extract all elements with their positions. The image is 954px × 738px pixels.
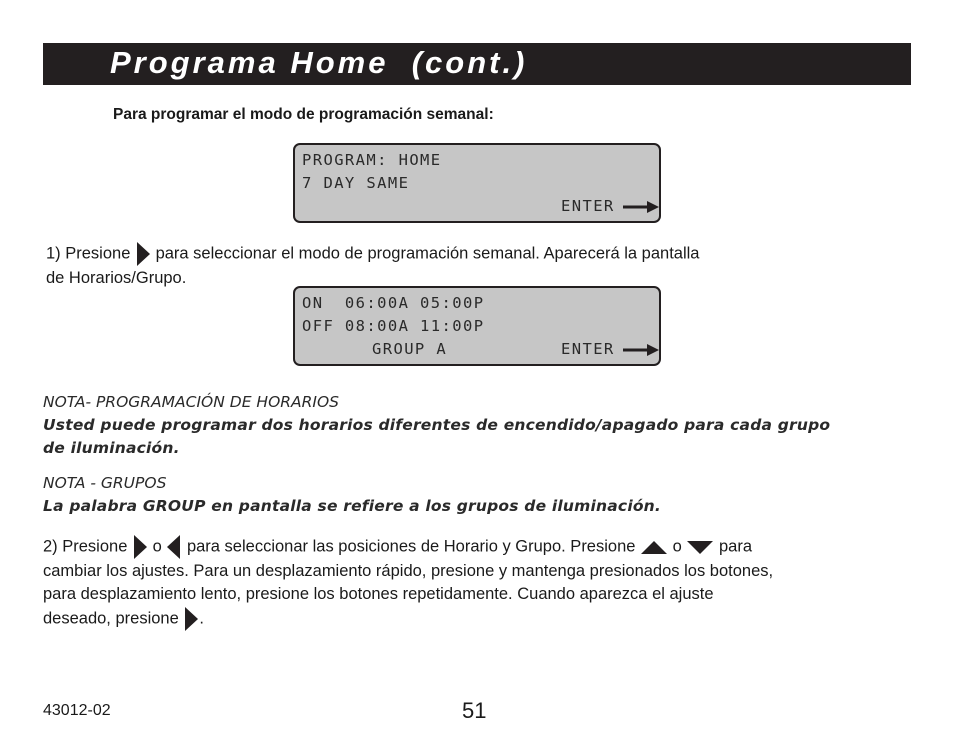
lcd-line-1: ON 06:00A 05:00P [302,294,485,312]
arrow-right-icon [623,201,659,213]
lcd-enter-label: ENTER [561,340,615,358]
lcd-line-2: 7 DAY SAME [302,174,410,192]
lcd-line-2: OFF 08:00A 11:00P [302,317,485,335]
lcd-enter-label: ENTER [561,197,615,215]
document-code: 43012-02 [43,702,111,719]
step-2-or-2: o [672,537,682,556]
step-2-pre: 2) Presione [43,537,128,556]
step-1-text [46,241,866,290]
right-triangle-icon [132,534,148,560]
note-groups [43,472,893,518]
arrow-right-icon [623,344,659,356]
step-2-text [43,534,893,632]
lcd-group-label: GROUP A [372,340,448,358]
page-number: 51 [462,698,487,723]
note-heading: NOTA - GRUPOS [43,474,167,492]
left-triangle-icon [166,534,182,560]
note-schedules [43,391,893,460]
section-subheading: Para programar el modo de programación semanal: [113,106,494,123]
lcd-display-program [293,143,661,223]
note-heading: NOTA- PROGRAMACIÓN DE HORARIOS [43,393,340,411]
lcd-display-schedule [293,286,661,366]
title-bar [43,43,911,85]
step-2-mid: para seleccionar las posiciones de Horario y Grupo. Presione [186,537,636,556]
step-2-or-1: o [152,537,162,556]
note-line-1: La palabra GROUP en pantalla se refiere a los grupos de iluminación. [43,497,662,515]
right-triangle-icon [135,241,151,267]
note-line-1: Usted puede programar dos horarios diferentes de encendido/apagado para cada grupo [43,416,831,434]
step-1-line-2: de Horarios/Grupo. [46,269,187,287]
step-1-post: para seleccionar el modo de programación semanal. Aparecerá la pantalla [155,244,700,263]
up-triangle-icon [640,539,668,555]
step-2-post: para [719,537,753,556]
step-2-line-4-end: . [199,609,204,628]
lcd-line-1: PROGRAM: HOME [302,151,442,169]
right-triangle-icon [183,606,199,632]
down-triangle-icon [686,539,714,555]
step-2-line-2: cambiar los ajustes. Para un desplazamiento rápido, presione y mantenga presionados los botones, [43,562,774,580]
step-2-line-3: para desplazamiento lento, presione los botones repetidamente. Cuando aparezca el ajuste [43,585,714,603]
note-line-2: de iluminación. [43,439,180,457]
page-title: Programa Home (cont.) [110,45,528,80]
step-1-pre: 1) Presione [46,244,131,263]
step-2-line-4: deseado, presione [43,609,179,628]
